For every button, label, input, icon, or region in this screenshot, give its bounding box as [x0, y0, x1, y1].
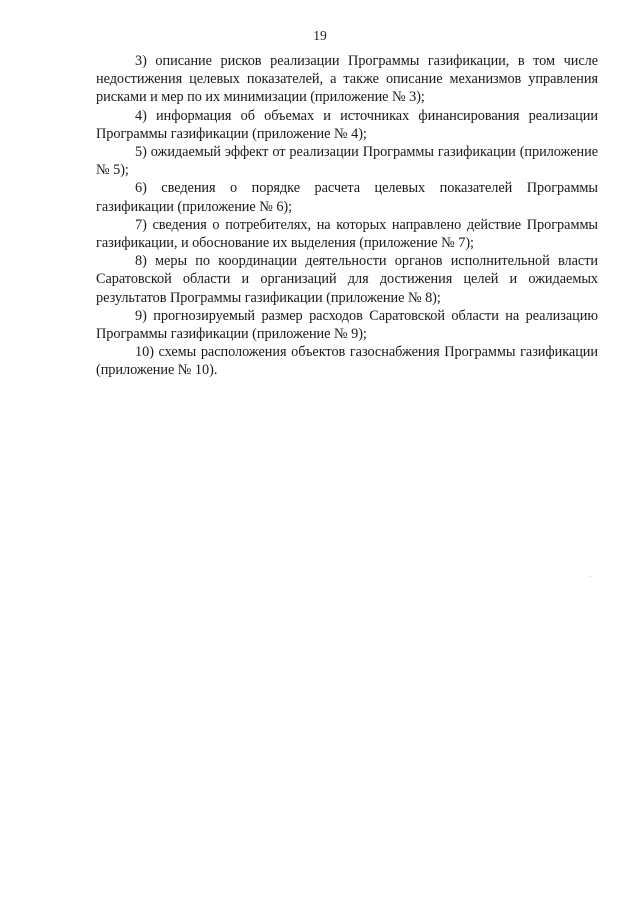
list-item-4: 4) информация об объемах и источниках финансирования реализации Программы газификации (приложение № 4);: [96, 107, 598, 142]
list-item-6: 6) сведения о порядке расчета целевых показателей Программы газификации (приложение № 6);: [96, 180, 598, 215]
list-item-8: 8) меры по координации деятельности органов исполнительной власти Саратовской области и организаций для достижения целей и ожидаемых результатов Программы газификации (приложение № 8);: [96, 253, 598, 306]
list-item-7: 7) сведения о потребителях, на которых направлено действие Программы газификации, и обоснование их выделения (приложение № 7);: [96, 216, 598, 252]
list-item-10: 10) схемы расположения объектов газоснабжения Программы газификации (приложение № 10).: [96, 344, 598, 379]
list-item-5: 5) ожидаемый эффект от реализации Программы газификации (приложение № 5);: [96, 144, 598, 179]
page-number: 19: [313, 28, 327, 43]
scan-speck: [590, 576, 591, 577]
list-item-9: 9) прогнозируемый размер расходов Саратовской области на реализацию Программы газификации (приложение № 9);: [96, 307, 598, 343]
document-body: [96, 52, 598, 380]
list-item-3: 3) описание рисков реализации Программы газификации, в том числе недостижения целевых показателей, а также описание механизмов управления рисками и мер по их минимизации (приложение № 3);: [96, 53, 598, 106]
